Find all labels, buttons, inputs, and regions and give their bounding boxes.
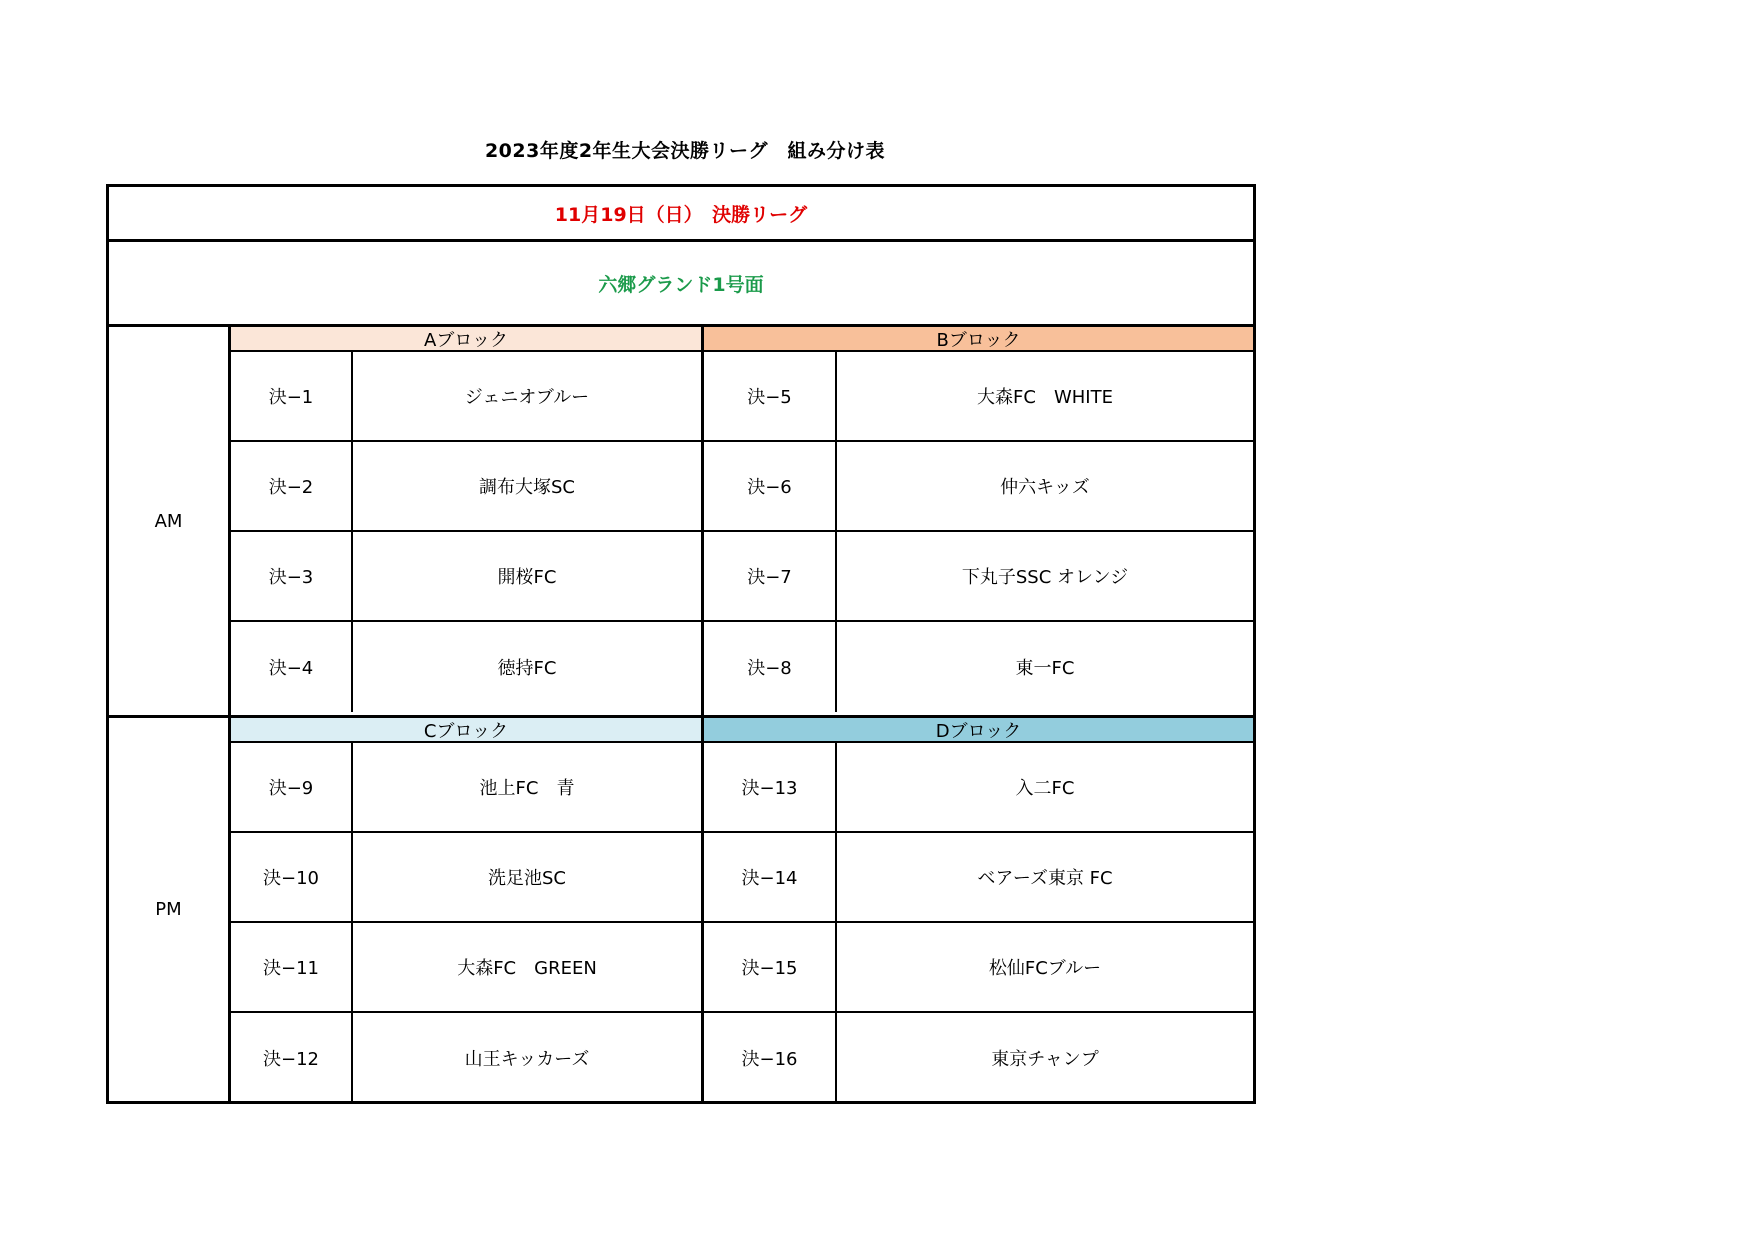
team-name: 東一FC xyxy=(1015,658,1075,679)
match-row xyxy=(704,532,1253,622)
match-row xyxy=(231,743,701,833)
bracket-table xyxy=(106,184,1256,1104)
session-label-am: AM xyxy=(109,327,231,715)
team-name: ジェニオブルー xyxy=(464,387,590,408)
match-row xyxy=(231,923,701,1013)
match-row xyxy=(704,923,1253,1013)
match-row xyxy=(231,532,701,622)
match-id: 決−5 xyxy=(704,352,837,440)
match-id: 決−6 xyxy=(704,442,837,530)
team-name: 調布大塚SC xyxy=(479,477,575,498)
team-name: 松仙FCブルー xyxy=(988,958,1102,979)
block-a-header: Aブロック xyxy=(231,327,701,352)
team-name: 大森FC GREEN xyxy=(457,958,597,979)
match-id: 決−13 xyxy=(704,743,837,831)
session-label-pm: PM xyxy=(109,718,231,1101)
match-id: 決−8 xyxy=(704,622,837,712)
team-name: 入二FC xyxy=(1015,778,1075,799)
block-a xyxy=(231,327,704,715)
match-row xyxy=(704,622,1253,712)
match-id: 決−9 xyxy=(231,743,353,831)
match-row xyxy=(231,622,701,712)
team-name: ベアーズ東京 FC xyxy=(977,868,1113,889)
block-c xyxy=(231,718,704,1101)
match-id: 決−2 xyxy=(231,442,353,530)
block-d-header: Dブロック xyxy=(704,718,1253,743)
match-row xyxy=(231,352,701,442)
match-id: 決−10 xyxy=(231,833,353,921)
team-name: 山王キッカーズ xyxy=(464,1049,590,1070)
team-name: 東京チャンプ xyxy=(991,1049,1099,1070)
team-name: 大森FC WHITE xyxy=(977,387,1113,408)
team-name: 仲六キッズ xyxy=(1000,477,1090,498)
match-id: 決−16 xyxy=(704,1013,837,1103)
match-id: 決−7 xyxy=(704,532,837,620)
team-name: 徳持FC xyxy=(497,658,557,679)
match-id: 決−11 xyxy=(231,923,353,1011)
team-name: 洗足池SC xyxy=(488,868,566,889)
team-name: 池上FC 青 xyxy=(479,778,575,799)
venue-line: 六郷グランド1号面 xyxy=(109,242,1253,327)
block-d xyxy=(704,718,1253,1101)
date-line: 11月19日（日） 決勝リーグ xyxy=(109,187,1253,242)
document-title: 2023年度2年生大会決勝リーグ 組み分け表 xyxy=(484,140,886,162)
match-id: 決−14 xyxy=(704,833,837,921)
block-b xyxy=(704,327,1253,715)
team-name: 開桜FC xyxy=(497,567,557,588)
block-c-header: Cブロック xyxy=(231,718,701,743)
match-id: 決−12 xyxy=(231,1013,353,1103)
match-row xyxy=(704,833,1253,923)
block-b-header: Bブロック xyxy=(704,327,1253,352)
match-id: 決−15 xyxy=(704,923,837,1011)
match-row xyxy=(231,833,701,923)
match-row xyxy=(231,442,701,532)
match-row xyxy=(231,1013,701,1103)
session-pm xyxy=(109,715,1253,1101)
match-row xyxy=(704,743,1253,833)
match-row xyxy=(704,352,1253,442)
session-am xyxy=(109,327,1253,715)
match-id: 決−1 xyxy=(231,352,353,440)
match-id: 決−3 xyxy=(231,532,353,620)
match-row xyxy=(704,442,1253,532)
match-row xyxy=(704,1013,1253,1103)
team-name: 下丸子SSC オレンジ xyxy=(961,567,1129,588)
match-id: 決−4 xyxy=(231,622,353,712)
